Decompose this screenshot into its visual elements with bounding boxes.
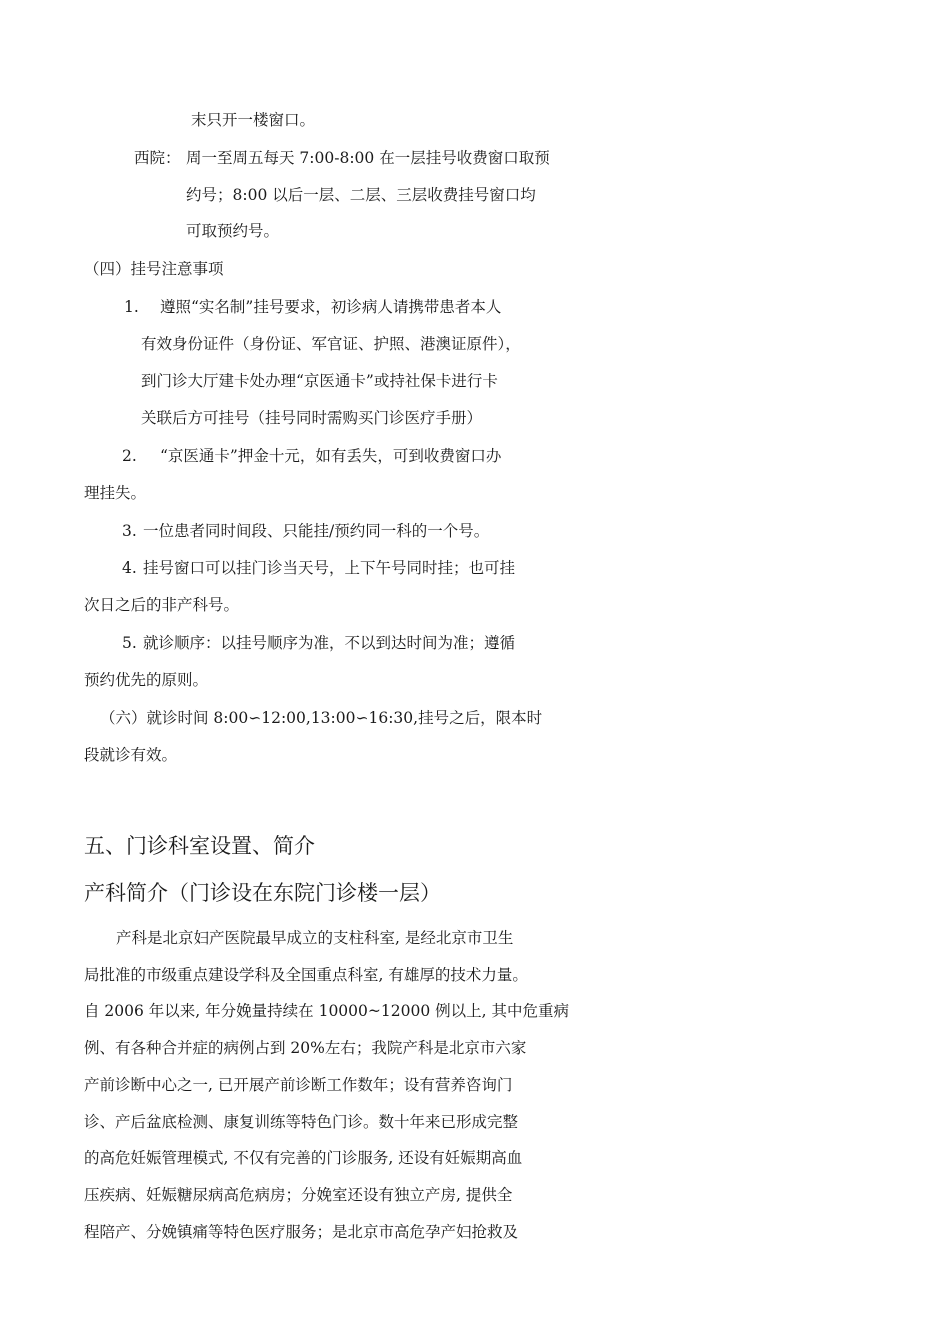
- section-six-line-1: （六）就诊时间 8:00∽12:00,13:00∽16:30,挂号之后，限本时: [100, 709, 543, 727]
- west-campus-line-2: 约号；8:00 以后一层、二层、三层收费挂号窗口均: [186, 186, 536, 204]
- obstetrics-para-line-5: 产前诊断中心之一, 已开展产前诊断工作数年；设有营养咨询门: [84, 1076, 513, 1094]
- note-3-number: 3.: [122, 522, 137, 540]
- section-four-heading: （四）挂号注意事项: [84, 260, 224, 278]
- section-five-heading: 五、门诊科室设置、简介: [84, 834, 315, 858]
- note-2-line-2: 理挂失。: [84, 484, 147, 502]
- note-1-number: 1.: [124, 298, 139, 316]
- obstetrics-para-line-9: 程陪产、分娩镇痛等特色医疗服务；是北京市高危孕产妇抢救及: [84, 1223, 519, 1241]
- note-2-line-1: “京医通卡”押金十元，如有丢失，可到收费窗口办: [160, 447, 502, 465]
- note-4-line-1: 挂号窗口可以挂门诊当天号，上下午号同时挂；也可挂: [143, 559, 516, 577]
- west-campus-line-3: 可取预约号。: [186, 222, 280, 240]
- obstetrics-subheading: 产科简介（门诊设在东院门诊楼一层）: [84, 881, 441, 905]
- obstetrics-para-line-7: 的高危妊娠管理模式, 不仅有完善的门诊服务, 还设有妊娠期高血: [84, 1149, 523, 1167]
- note-4-line-2: 次日之后的非产科号。: [84, 596, 240, 614]
- note-1-line-4: 关联后方可挂号（挂号同时需购买门诊医疗手册）: [141, 409, 483, 427]
- east-hours-continuation: 末只开一楼窗口。: [191, 111, 316, 129]
- note-5-line-1: 就诊顺序：以挂号顺序为准，不以到达时间为准；遵循: [143, 634, 516, 652]
- obstetrics-para-line-1: 产科是北京妇产医院最早成立的支柱科室, 是经北京市卫生: [116, 929, 514, 947]
- obstetrics-para-line-8: 压疾病、妊娠糖尿病高危病房；分娩室还设有独立产房, 提供全: [84, 1186, 513, 1204]
- section-six-line-2: 段就诊有效。: [84, 746, 178, 764]
- note-2-number: 2.: [122, 447, 137, 465]
- note-1-line-1: 遵照“实名制”挂号要求，初诊病人请携带患者本人: [160, 298, 502, 316]
- note-1-line-3: 到门诊大厅建卡处办理“京医通卡”或持社保卡进行卡: [141, 372, 498, 390]
- obstetrics-para-line-2: 局批准的市级重点建设学科及全国重点科室, 有雄厚的技术力量。: [84, 966, 528, 984]
- note-5-line-2: 预约优先的原则。: [84, 671, 209, 689]
- obstetrics-para-line-6: 诊、产后盆底检测、康复训练等特色门诊。数十年来已形成完整: [84, 1113, 519, 1131]
- note-1-line-2: 有效身份证件（身份证、军官证、护照、港澳证原件），: [141, 335, 521, 353]
- note-5-number: 5.: [122, 634, 137, 652]
- west-campus-label: 西院：: [134, 149, 181, 167]
- note-3-line-1: 一位患者同时间段、只能挂/预约同一科的一个号。: [143, 522, 490, 540]
- obstetrics-para-line-3: 自 2006 年以来, 年分娩量持续在 10000~12000 例以上, 其中危重病: [84, 1002, 569, 1020]
- obstetrics-para-line-4: 例、有各种合并症的病例占到 20%左右；我院产科是北京市六家: [84, 1039, 527, 1057]
- note-4-number: 4.: [122, 559, 137, 577]
- west-campus-line-1: 周一至周五每天 7:00-8:00 在一层挂号收费窗口取预: [186, 149, 550, 167]
